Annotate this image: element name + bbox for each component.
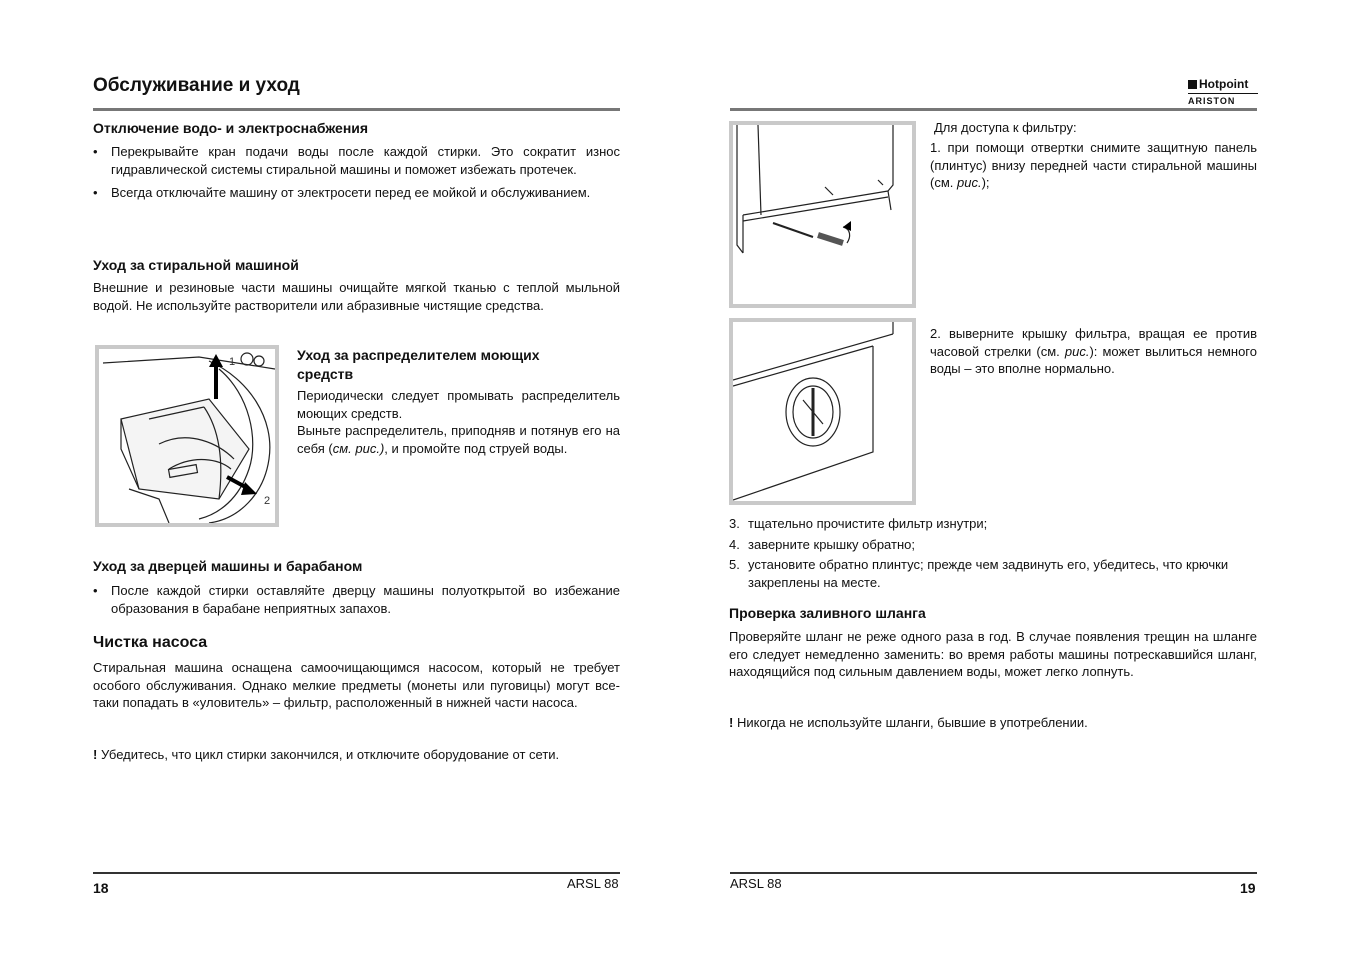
section-heading-dispenser: Уход за распределителем моющих средств [297,347,540,382]
footer-rule-left [93,872,620,874]
brand-top: Hotpoint [1199,77,1249,91]
page-title: Обслуживание и уход [93,75,300,96]
footer-rule-right [730,872,1257,874]
plinth-figure [729,121,916,308]
section-heading-shutoff: Отключение водо- и электроснабжения [93,120,369,136]
section-heading-hose: Проверка заливного шланга [729,605,926,621]
list-item: 4. заверните крышку обратно; [729,536,915,552]
plinth-illustration [733,125,912,304]
hose-text: Проверяйте шланг не реже одного раза в год. В случае появления трещин на шланге его следует немедленно заменить: во время работы машины потрескавшийся шланг, находящийся под сильным давлением воды, может легко лопнуть. [729,629,1257,679]
dispenser-paragraph-1: Периодически следует промывать распределитель моющих средств. [297,388,620,421]
machine-care-text: Внешние и резиновые части машины очищайте мягкой тканью с теплой мыльной водой. Не используйте растворители или абразивные чистящие средства. [93,280,620,313]
logo-mark-icon [1188,80,1197,89]
steps-list [729,515,1257,591]
page-number-right: 19 [1240,880,1256,896]
dispenser-figure [95,345,279,527]
filter-intro: Для доступа к фильтру: [934,120,1077,135]
step-1: 1. при помощи отвертки снимите защитную панель (плинтус) внизу передней части стиральной машины (см. рис.); [930,140,1257,190]
list-item: 3. тщательно прочистите фильтр изнутри; [729,516,988,531]
pump-warning: ! Убедитесь, что цикл стирки закончился, и отключите оборудование от сети. [93,747,560,762]
model-right: ARSL 88 [730,876,782,891]
shutoff-bullets [93,143,620,202]
section-heading-machine-care: Уход за стиральной машиной [93,257,299,273]
list-item: 5. установите обратно плинтус; прежде чем задвинуть его, убедитесь, что крючки закреплены на месте. [729,557,1229,590]
filter-figure [729,318,916,505]
page-number-left: 18 [93,880,109,896]
section-heading-pump: Чистка насоса [93,634,208,651]
filter-illustration [733,322,912,501]
brand-bottom: ARISTON [1188,93,1258,106]
bullet-item: • После каждой стирки оставляйте дверцу машины полуоткрытой во избежание образования в барабане неприятных запахов. [93,582,620,617]
brand-logo [1188,77,1258,106]
dispenser-illustration [99,349,275,523]
section-heading-door: Уход за дверцей машины и барабаном [93,558,363,574]
figure-label-2: 2 [264,495,271,507]
bullet-item: • Всегда отключайте машину от электросети перед ее мойкой и обслуживанием. [93,184,620,202]
model-left: ARSL 88 [567,876,619,891]
hose-warning: ! Никогда не используйте шланги, бывшие в употреблении. [729,715,1088,730]
figure-label-1: 1 [229,356,236,368]
bullet-item: • Перекрывайте кран подачи воды после каждой стирки. Это сократит износ гидравлической системы стиральной машины и поможет избежать протечек. [93,143,620,178]
dispenser-paragraph-2: Выньте распределитель, приподняв и потянув его на себя (см. рис.), и промойте под струей воды. [297,423,620,456]
title-rule [93,108,620,111]
dispenser-text [297,387,620,457]
pump-text: Стиральная машина оснащена самоочищающимся насосом, который не требует особого обслуживания. Однако мелкие предметы (монеты или пуговицы) могут все-таки попадать в «уловитель» – фильтр, расположенный в нижней части насоса. [93,660,620,710]
step-2: 2. выверните крышку фильтра, вращая ее против часовой стрелки (см. рис.): может вылиться немного воды – это вполне нормально. [930,326,1257,376]
header-rule-right [730,108,1257,111]
door-bullets [93,582,620,617]
